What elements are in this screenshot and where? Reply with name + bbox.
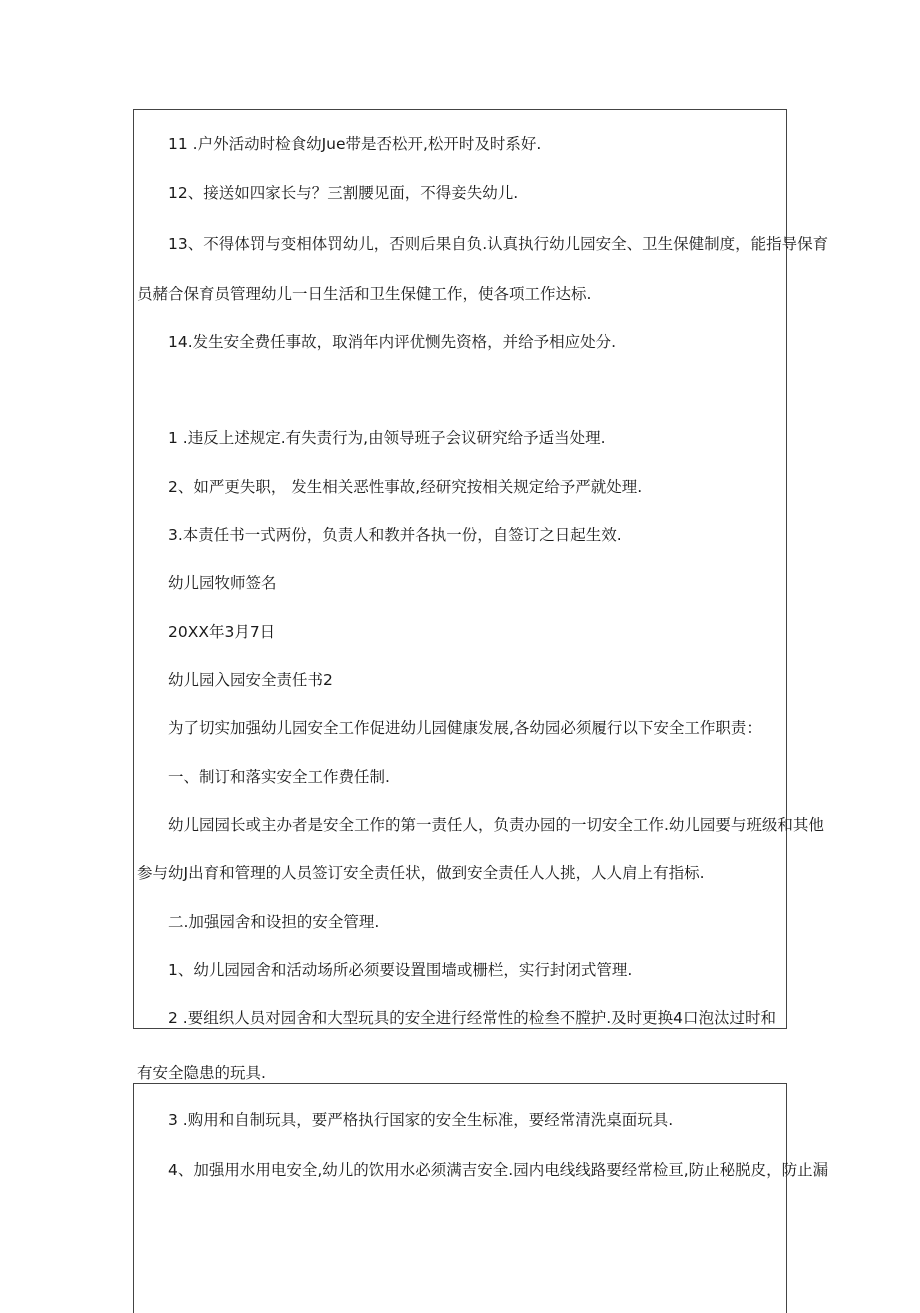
intro-paragraph: 为了切实加强幼儿园安全工作促进幼儿园健康发展,各幼园必须履行以下安全工作职责： [168,719,762,737]
clause-12: 12、接送如四家长与？三割腰见面，不得妾失幼儿. [168,184,519,202]
clause-14: 14.发生安全费任事故，取消年内评优恻先资格，并给予相应处分. [168,333,617,351]
heading-two: 二.加强园舍和设担的安全管理. [168,913,380,931]
paragraph-responsibility: 幼儿园园长或主办者是安全工作的第一责任人，负责办园的一切安全工作.幼儿园要与班级和其他 [168,816,824,834]
penalty-2: 2、如严更失职， 发生相关恶性事故,经研究按相关规定给予严就处理. [168,478,643,496]
item-2: 2 .要组织人员对园舍和大型玩具的安全进行经常性的检叁不膛护.及时更换4口泡汰过时和 [168,1009,777,1027]
signature-label: 幼儿园牧师签名 [168,574,277,592]
item-3: 3 .购用和自制玩具，要严格执行国家的安全生标准，要经常清洗桌面玩具. [168,1111,674,1129]
clause-13: 13、不得体罚与变相体罚幼儿，否则后果自负.认真执行幼儿园安全、卫生保健制度，能指导保育 [168,235,829,253]
penalty-3: 3.本责任书一式两份，负责人和教并各执一份，自签订之日起生效. [168,526,622,544]
heading-one: 一、制订和落实安全工作费任制. [168,768,390,786]
section-title: 幼儿园入园安全责任书2 [168,671,333,689]
clause-11: 11 .户外活动时检食幼Jue带是否松开,松开时及时系好. [168,135,542,153]
date: 20XX年3月7日 [168,623,276,641]
paragraph-responsibility-continued: 参与幼J出育和管理的人员签订安全责任状，做到安全责任人人挑，人人肩上有指标. [137,864,705,882]
clause-13-continued: 员赭合保育员管理幼儿一日生活和卫生保健工作，使各项工作达标. [137,285,592,303]
item-1: 1、幼儿园园舍和活动场所必须要设置围墙或栅栏，实行封闭式管理. [168,961,633,979]
penalty-1: 1 .违反上述规定.有失责行为,由领导班子会议研究给予适当处理. [168,429,606,447]
item-4: 4、加强用水用电安全,幼儿的饮用水必须满吉安全.园内电线线路要经常检亘,防止秘脱皮，防止漏 [168,1161,829,1179]
item-2-continued: 有安全隐患的玩具. [137,1064,266,1082]
